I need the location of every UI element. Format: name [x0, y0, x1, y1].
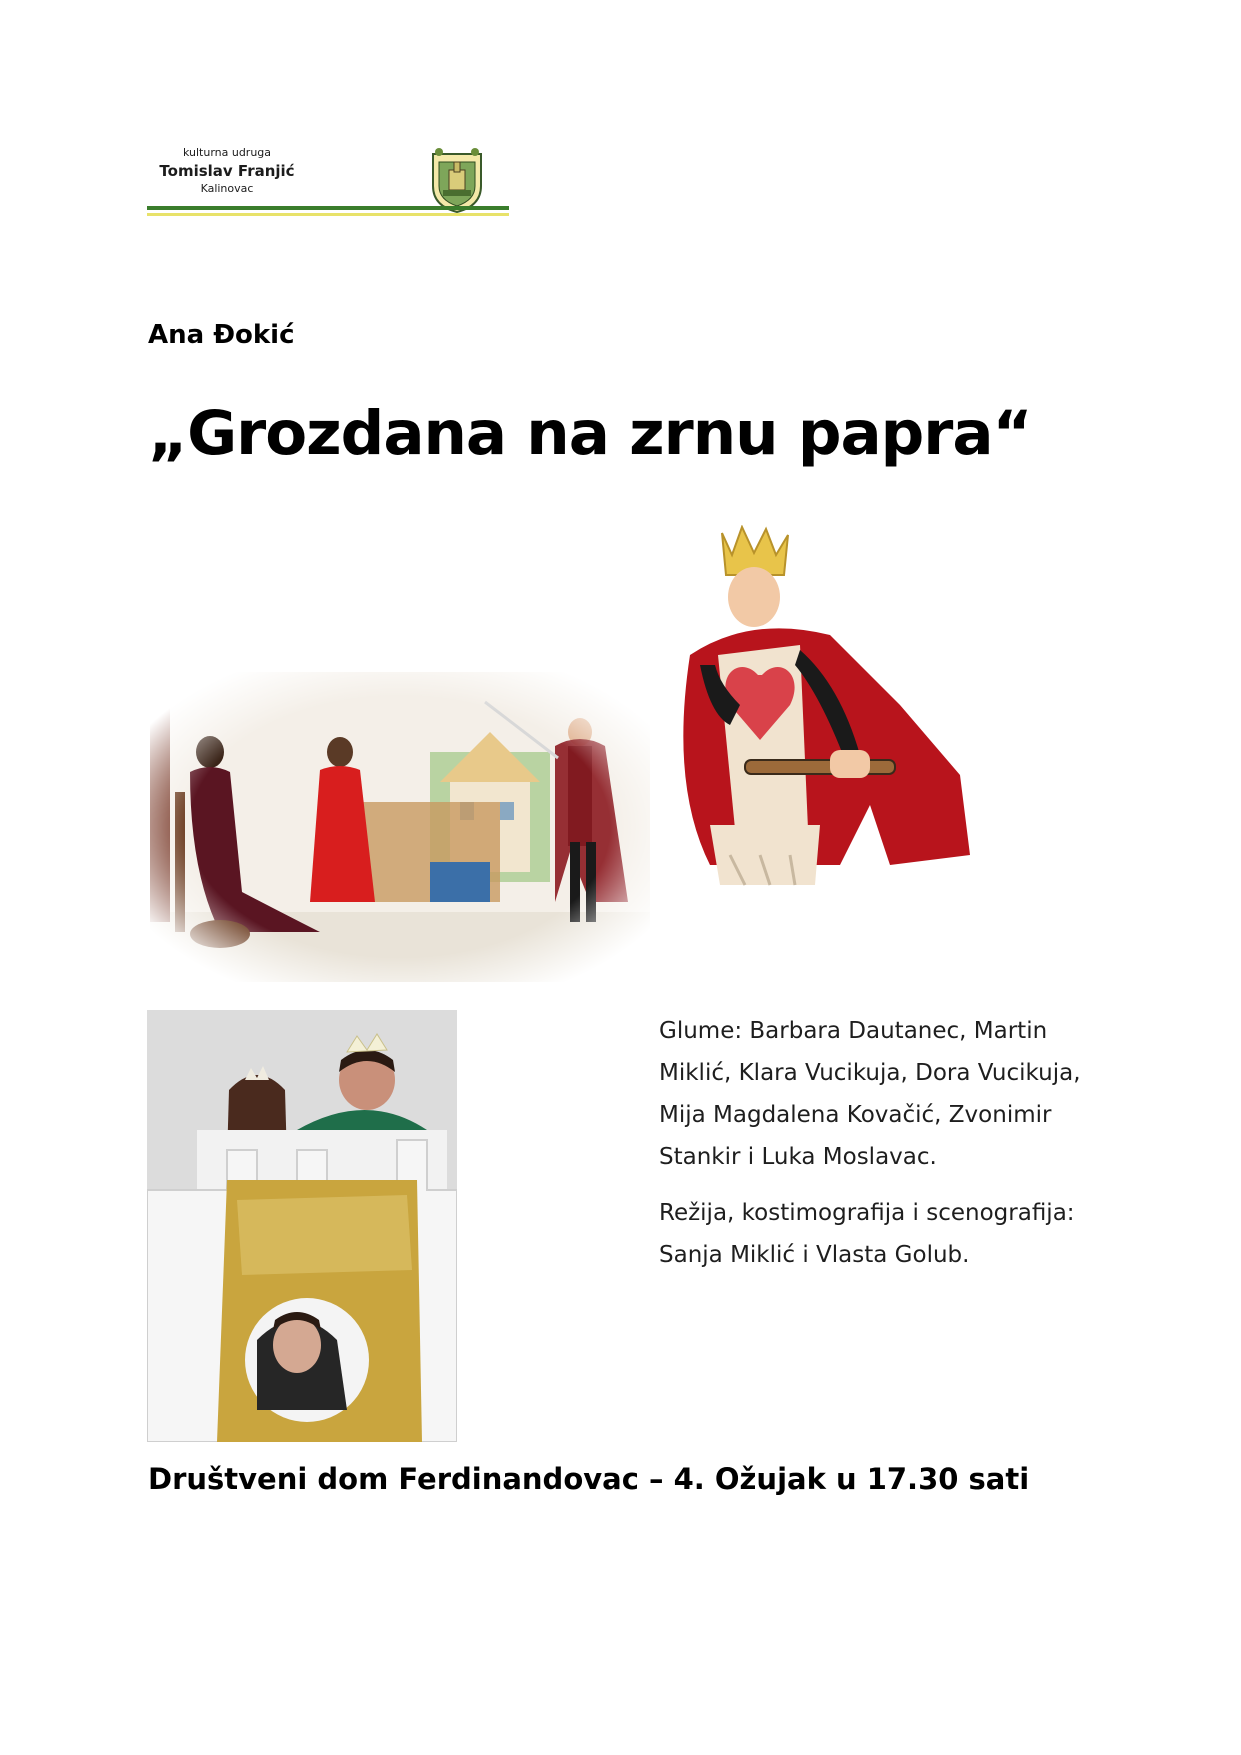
logo-line-3: Kalinovac — [200, 182, 254, 195]
cast-list: Glume: Barbara Dautanec, Martin Miklić, Klara Vucikuja, Dora Vucikuja, Mija Magdalena Kovačić, Zvonimir Stankir i Luka Moslavac. — [659, 1018, 1081, 1170]
event-details: Društveni dom Ferdinandovac – 4. Ožujak u 17.30 sati — [148, 1462, 1030, 1496]
play-title: „Grozdana na zrnu papra“ — [148, 398, 1032, 469]
coat-of-arms-icon — [429, 146, 485, 214]
organization-logo — [147, 140, 509, 222]
stage-photo — [150, 672, 650, 982]
logo-line-2: Tomislav Franjić — [159, 162, 295, 180]
castle-tower-photo — [147, 1010, 457, 1442]
king-costume-photo — [670, 525, 972, 897]
logo-green-bar — [147, 206, 509, 210]
author-name: Ana Đokić — [148, 320, 295, 350]
credits — [659, 1010, 1109, 1290]
logo-text — [147, 146, 307, 196]
crew-credits: Režija, kostimografija i scenografija: Sanja Miklić i Vlasta Golub. — [659, 1200, 1075, 1268]
logo-line-1: kulturna udruga — [182, 146, 272, 159]
logo-yellow-bar — [147, 213, 509, 216]
